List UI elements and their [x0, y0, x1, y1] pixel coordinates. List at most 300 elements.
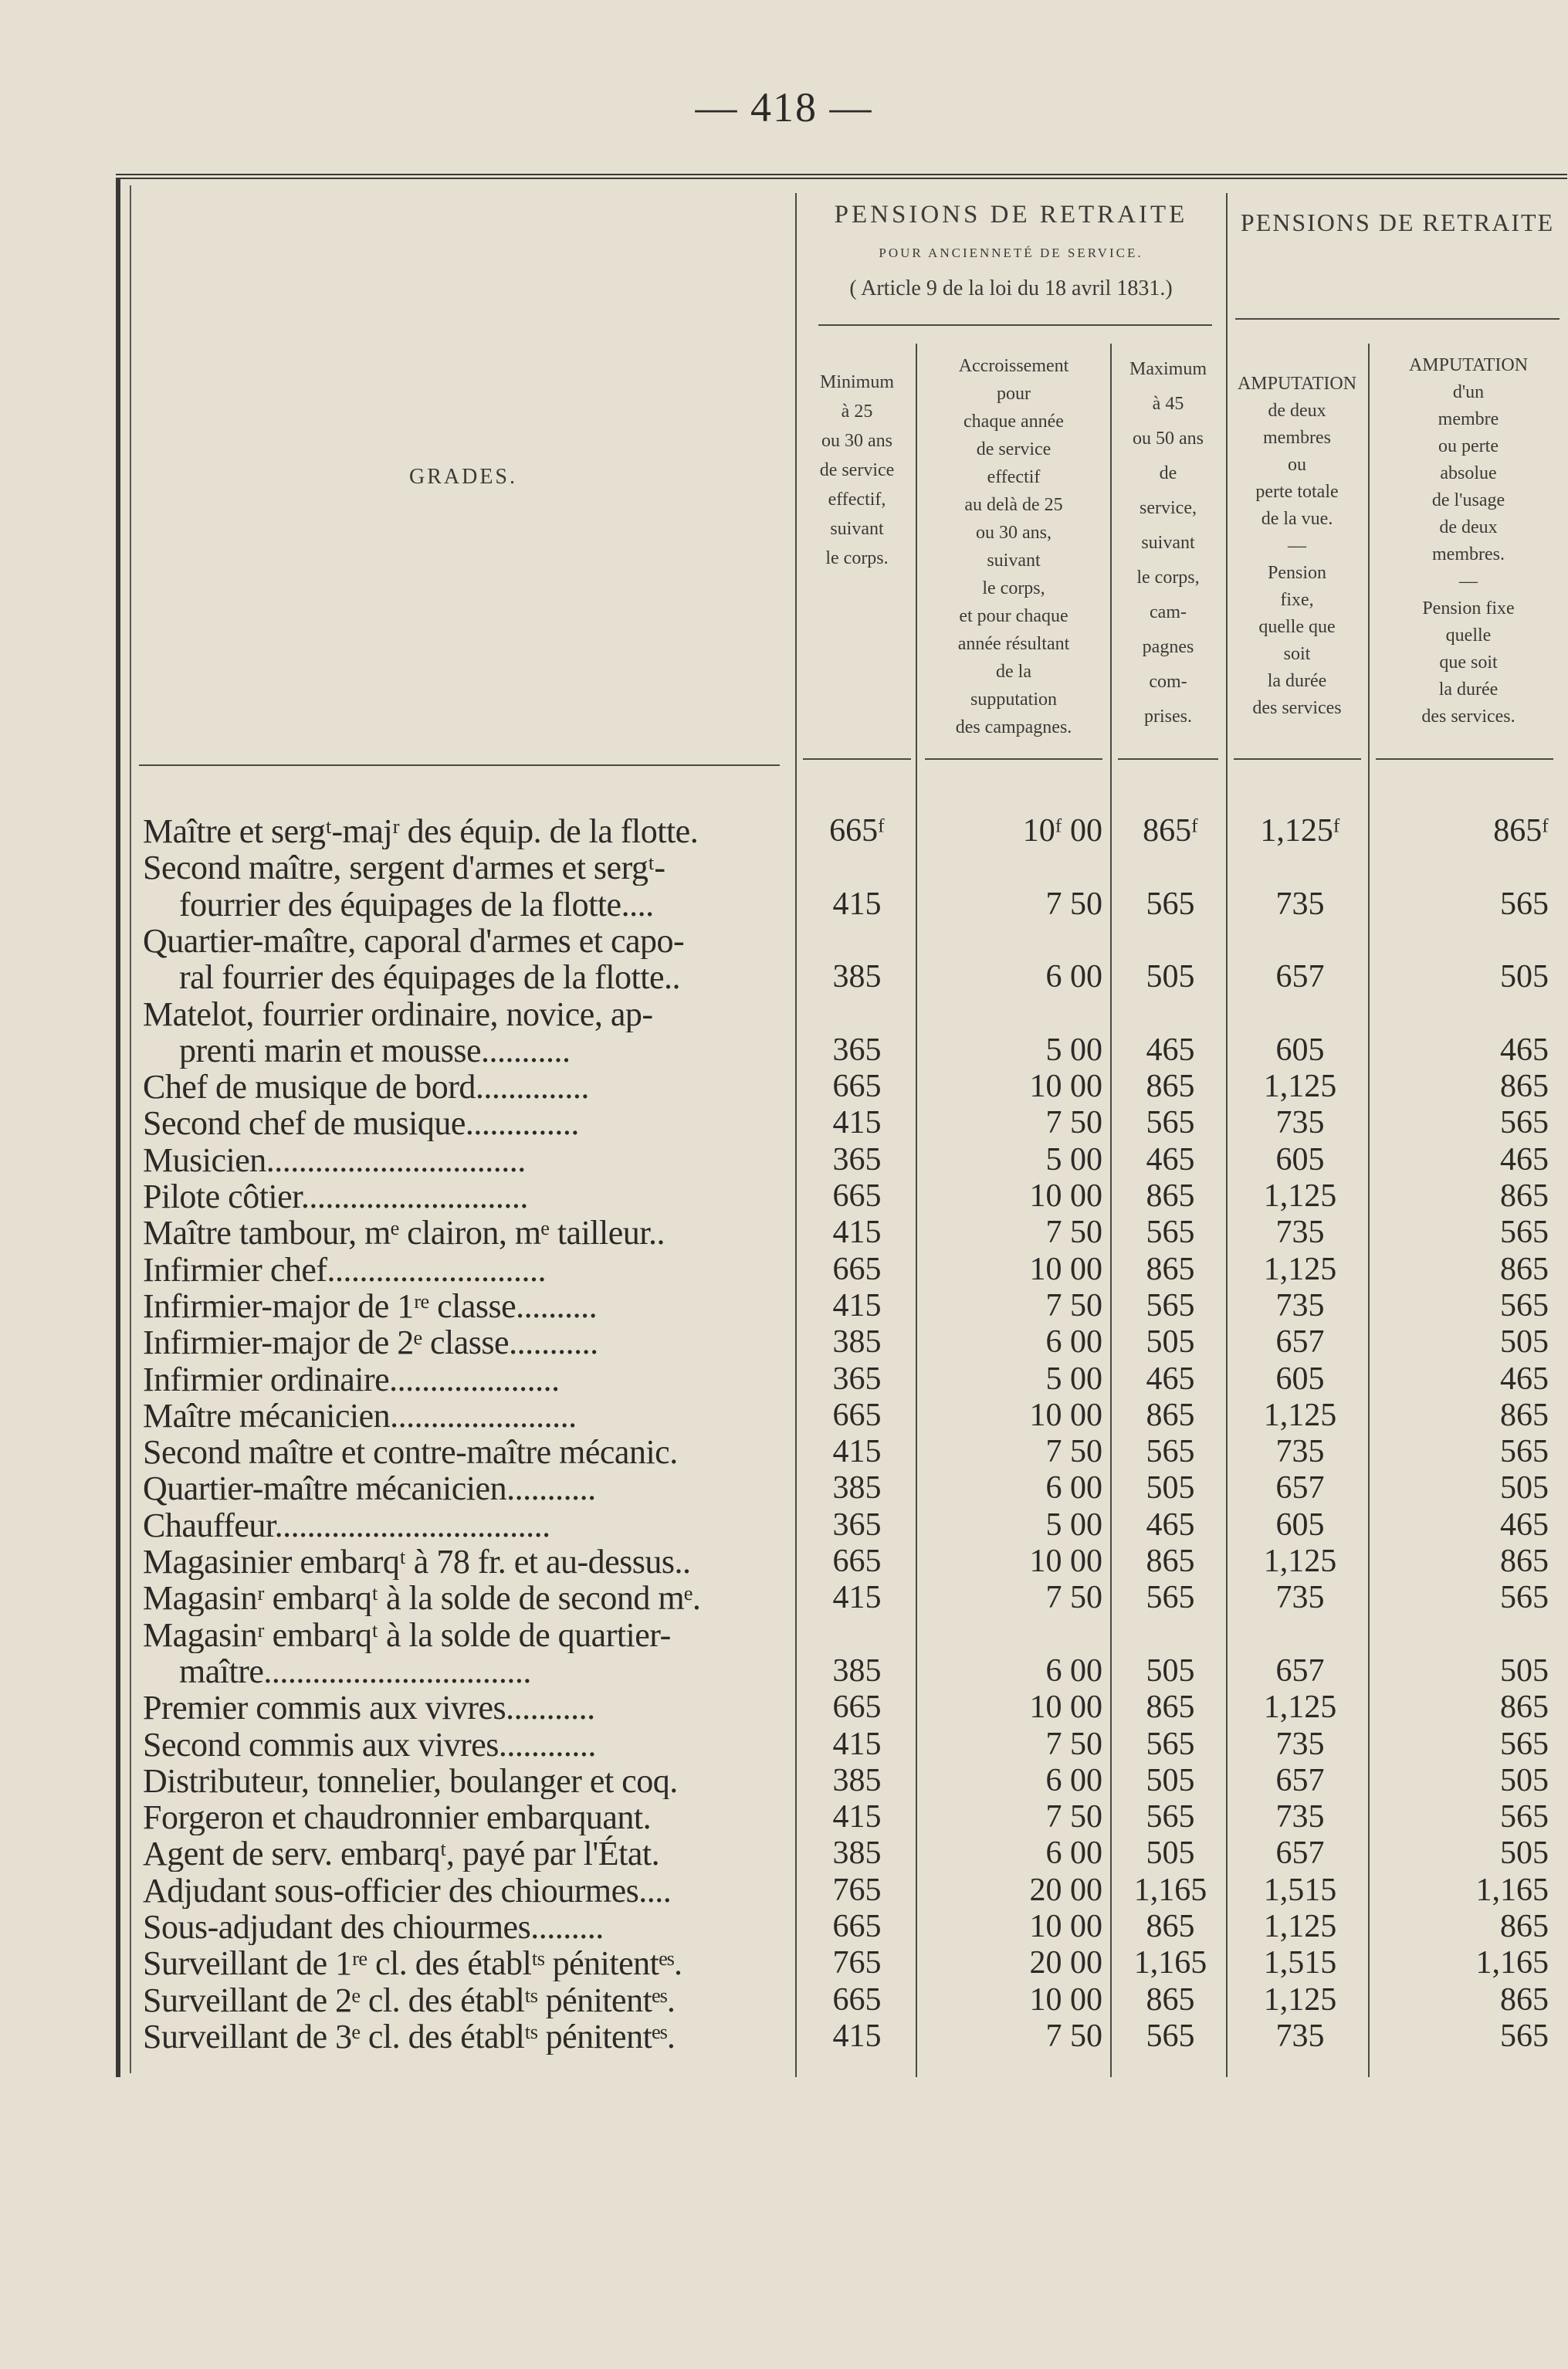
table-row: [0, 1763, 1568, 1799]
row-grade-label: Infirmier ordinaire.....................: [143, 1361, 560, 1398]
header-amputation-un-line: Pension fixe: [1422, 598, 1515, 619]
cell-accroissement: [917, 996, 1110, 1032]
cell-amputation-deux: 735: [1275, 886, 1325, 922]
header-grades: GRADES.: [408, 465, 517, 489]
cell-amputation-un: [1371, 923, 1564, 959]
cell-accroissement: 7 50: [1045, 1799, 1102, 1835]
cell-amputation-un: 865: [1500, 1544, 1549, 1579]
header-minimum-line: Minimum: [819, 372, 894, 392]
cell-minimum: 415: [832, 1105, 882, 1141]
header-accroissement-line: chaque année: [963, 412, 1064, 432]
cell-maximum: 565: [1146, 1105, 1195, 1141]
cell-amputation-deux: 1,125: [1263, 1689, 1337, 1726]
header-bottom-rule-amp1: [1376, 758, 1553, 760]
cell-amputation-deux: 1,125: [1263, 1981, 1337, 2018]
header-amputation-un-line: membres.: [1432, 544, 1505, 564]
cell-amputation-un: 865: [1500, 1689, 1549, 1726]
cell-amputation-un: [1371, 996, 1564, 1032]
table-row: [0, 1069, 1568, 1105]
cell-accroissement: 10 00: [1029, 1544, 1102, 1579]
cell-amputation-un: 565: [1500, 886, 1549, 922]
cell-accroissement: 10 00: [1029, 1251, 1102, 1287]
group2-brace-rule: [1235, 318, 1560, 320]
row-grade-label: Quartier-maître mécanicien...........: [143, 1470, 596, 1507]
cell-minimum: 385: [832, 1652, 882, 1689]
header-amputation-un-line: que soit: [1439, 652, 1498, 673]
table-row: [0, 1617, 1568, 1653]
cell-minimum: 665: [832, 1397, 882, 1433]
cell-amputation-un: 465: [1500, 1506, 1549, 1543]
header-maximum-line: de: [1159, 463, 1177, 483]
cell-amputation-un: 565: [1500, 1580, 1549, 1616]
header-amputation-deux-line: perte totale: [1255, 482, 1339, 502]
cell-maximum: 565: [1146, 1434, 1195, 1470]
cell-accroissement: 20 00: [1029, 1872, 1102, 1908]
cell-accroissement: 7 50: [1045, 1105, 1102, 1141]
header-minimum-line: ou 30 ans: [821, 431, 892, 451]
table-row: [0, 1872, 1568, 1909]
cell-minimum: [803, 1617, 911, 1653]
header-bottom-rule-min: [803, 758, 911, 760]
cell-amputation-un: 565: [1500, 1434, 1549, 1470]
header-amputation-deux-line: Pension: [1267, 563, 1326, 583]
cell-accroissement: 10 00: [1029, 1689, 1102, 1726]
header-group1-title: PENSIONS DE RETRAITE: [834, 201, 1188, 229]
cell-maximum: 565: [1146, 1726, 1195, 1762]
table-row: [0, 1945, 1568, 1981]
cell-minimum: 665: [832, 1178, 882, 1214]
cell-accroissement: 10ᶠ 00: [1022, 813, 1102, 849]
cell-amputation-un: 565: [1500, 1215, 1549, 1251]
table-row: [0, 813, 1568, 849]
header-col-maximum: [1112, 352, 1224, 734]
cell-amputation-deux: 657: [1275, 959, 1325, 995]
table-row: [0, 1982, 1568, 2018]
row-grade-label: maître.................................: [179, 1652, 531, 1689]
cell-maximum: 865: [1146, 1178, 1195, 1214]
row-grade-label: Pilote côtier............................: [143, 1178, 528, 1215]
cell-amputation-un: 865: [1500, 1397, 1549, 1433]
cell-minimum: 415: [832, 1287, 882, 1323]
row-grade-label: Magasinier embarqᵗ à 78 fr. et au-dessus..: [143, 1544, 691, 1580]
cell-maximum: 465: [1146, 1141, 1195, 1178]
table-row: [0, 1544, 1568, 1580]
cell-accroissement: 7 50: [1045, 2018, 1102, 2054]
row-grade-label: Maître tambour, mᵉ clairon, mᵉ tailleur..: [143, 1215, 665, 1252]
cell-amputation-un: 565: [1500, 2018, 1549, 2054]
header-maximum-line: suivant: [1141, 533, 1195, 553]
header-amputation-deux-line: fixe,: [1280, 590, 1314, 610]
header-accroissement-line: au delà de 25: [964, 495, 1063, 515]
table-row: [0, 1653, 1568, 1689]
cell-minimum: 665: [832, 1689, 882, 1726]
table-row: [0, 923, 1568, 959]
cell-maximum: 865: [1146, 1251, 1195, 1287]
header-amputation-deux-line: de deux: [1268, 401, 1326, 421]
header-maximum-line: service,: [1140, 498, 1197, 518]
header-maximum-line: cam-: [1150, 602, 1187, 622]
header-minimum-line: le corps.: [825, 548, 889, 568]
cell-amputation-un: 465: [1500, 1361, 1549, 1397]
header-amputation-deux-line: membres: [1263, 428, 1331, 448]
cell-amputation-deux: 605: [1275, 1032, 1325, 1068]
cell-amputation-un: 865: [1500, 1251, 1549, 1287]
header-accroissement-line: Accroissement: [958, 356, 1069, 376]
row-grade-label: Matelot, fourrier ordinaire, novice, ap-: [143, 995, 653, 1032]
cell-accroissement: 7 50: [1045, 1580, 1102, 1616]
header-accroissement-line: ou 30 ans,: [976, 523, 1052, 543]
table-row: [0, 1324, 1568, 1361]
cell-amputation-un: 565: [1500, 1287, 1549, 1323]
table-row: [0, 1105, 1568, 1141]
cell-amputation-deux: [1231, 849, 1370, 886]
cell-amputation-deux: 1,125: [1263, 1251, 1337, 1287]
header-amputation-deux-line: de la vue.: [1261, 509, 1333, 529]
cell-minimum: 415: [832, 886, 882, 922]
header-maximum-line: à 45: [1152, 394, 1184, 414]
cell-minimum: 415: [832, 1799, 882, 1835]
cell-maximum: 505: [1146, 1652, 1195, 1689]
row-grade-label: Infirmier chef...........................: [143, 1251, 547, 1288]
row-grade-label: Infirmier-major de 2ᵉ classe...........: [143, 1324, 598, 1361]
cell-amputation-deux: 735: [1275, 2018, 1325, 2054]
row-grade-label: Chauffeur..................................: [143, 1506, 550, 1544]
cell-accroissement: 10 00: [1029, 1178, 1102, 1214]
header-accroissement-line: année résultant: [957, 634, 1070, 654]
cell-amputation-deux: 735: [1275, 1580, 1325, 1616]
cell-minimum: 365: [832, 1361, 882, 1397]
cell-accroissement: 6 00: [1045, 1835, 1102, 1872]
cell-maximum: 505: [1146, 959, 1195, 995]
header-maximum-line: com-: [1149, 672, 1187, 692]
cell-accroissement: 6 00: [1045, 959, 1102, 995]
row-grade-label: Surveillant de 1ʳᵉ cl. des établᵗˢ pénitentᵉˢ.: [143, 1945, 682, 1982]
cell-accroissement: 5 00: [1045, 1361, 1102, 1397]
header-bottom-rule-amp2: [1234, 758, 1361, 760]
cell-amputation-deux: 1,125: [1263, 1909, 1337, 1944]
cell-minimum: [803, 849, 911, 886]
table-row: [0, 1580, 1568, 1616]
cell-amputation-deux: 735: [1275, 1726, 1325, 1762]
header-maximum-line: pagnes: [1142, 637, 1194, 657]
row-grade-label: Surveillant de 3ᵉ cl. des établᵗˢ pénitentᵉˢ.: [143, 2018, 676, 2055]
header-maximum-line: le corps,: [1136, 568, 1200, 588]
header-amputation-un-line: la durée: [1438, 680, 1499, 700]
header-col-amputation-un: [1370, 352, 1567, 730]
cell-minimum: 665: [832, 1981, 882, 2018]
header-accroissement-line: suivant: [987, 551, 1041, 571]
cell-minimum: 415: [832, 2018, 882, 2054]
header-minimum-line: à 25: [841, 402, 873, 422]
cell-maximum: [1112, 1617, 1229, 1653]
header-minimum-line: suivant: [830, 519, 884, 539]
cell-maximum: 505: [1146, 1470, 1195, 1506]
cell-accroissement: [917, 1617, 1110, 1653]
cell-amputation-un: 505: [1500, 1762, 1549, 1798]
cell-amputation-deux: 735: [1275, 1287, 1325, 1323]
row-grade-label: Infirmier-major de 1ʳᵉ classe..........: [143, 1287, 598, 1324]
cell-amputation-un: [1371, 849, 1564, 886]
group1-brace-rule: [818, 324, 1212, 326]
cell-amputation-un: 865ᶠ: [1493, 813, 1549, 849]
cell-amputation-deux: 657: [1275, 1835, 1325, 1872]
cell-maximum: 505: [1146, 1762, 1195, 1798]
cell-amputation-deux: 735: [1275, 1799, 1325, 1835]
cell-amputation-un: 465: [1500, 1032, 1549, 1068]
row-grade-label: Adjudant sous-officier des chiourmes....: [143, 1872, 672, 1909]
header-amputation-deux-line: la durée: [1267, 671, 1327, 691]
cell-minimum: 385: [832, 1762, 882, 1798]
cell-maximum: 465: [1146, 1032, 1195, 1068]
cell-amputation-deux: 735: [1275, 1434, 1325, 1470]
cell-amputation-un: 865: [1500, 1178, 1549, 1214]
cell-maximum: 865: [1146, 1689, 1195, 1726]
row-grade-label: Premier commis aux vivres...........: [143, 1689, 595, 1727]
header-accroissement-line: et pour chaque: [959, 606, 1068, 626]
cell-maximum: 565: [1146, 1287, 1195, 1323]
cell-amputation-un: 865: [1500, 1069, 1549, 1105]
cell-accroissement: 7 50: [1045, 1215, 1102, 1251]
row-grade-label: Maître et sergᵗ-majʳ des équip. de la flotte.: [143, 813, 699, 849]
header-amputation-un-line: des services.: [1421, 707, 1516, 727]
table-row: [0, 849, 1568, 886]
cell-maximum: 465: [1146, 1361, 1195, 1397]
table-row: [0, 1361, 1568, 1398]
row-grade-label: Second maître, sergent d'armes et sergᵗ-: [143, 849, 665, 886]
cell-minimum: [803, 923, 911, 959]
top-rule: [116, 174, 1567, 179]
header-minimum-line: de service: [819, 460, 895, 480]
table-row: [0, 1398, 1568, 1434]
row-grade-label: Second commis aux vivres............: [143, 1726, 596, 1763]
cell-amputation-un: 565: [1500, 1726, 1549, 1762]
cell-accroissement: 6 00: [1045, 1652, 1102, 1689]
cell-maximum: 505: [1146, 1324, 1195, 1361]
cell-accroissement: 7 50: [1045, 1287, 1102, 1323]
cell-accroissement: 5 00: [1045, 1141, 1102, 1178]
table-row: [0, 959, 1568, 995]
row-grade-label: prenti marin et mousse...........: [179, 1032, 571, 1069]
header-amputation-deux-line: des services: [1252, 698, 1342, 718]
cell-amputation-deux: 1,125: [1263, 1544, 1337, 1579]
cell-minimum: 665: [832, 1909, 882, 1944]
cell-amputation-deux: 657: [1275, 1324, 1325, 1361]
cell-amputation-deux: 605: [1275, 1361, 1325, 1397]
cell-maximum: 865: [1146, 1981, 1195, 2018]
cell-accroissement: 6 00: [1045, 1762, 1102, 1798]
row-grade-label: Distributeur, tonnelier, boulanger et coq.: [143, 1762, 678, 1799]
table-row: [0, 1689, 1568, 1726]
cell-amputation-deux: 1,125: [1263, 1178, 1337, 1214]
cell-minimum: 385: [832, 1835, 882, 1872]
cell-accroissement: 10 00: [1029, 1397, 1102, 1433]
table-row: [0, 1215, 1568, 1251]
header-amputation-un-line: de l'usage: [1431, 490, 1505, 510]
row-grade-label: Second maître et contre-maître mécanic.: [143, 1434, 678, 1471]
row-grade-label: Musicien................................: [143, 1141, 526, 1178]
cell-maximum: 565: [1146, 1799, 1195, 1835]
cell-minimum: 415: [832, 1215, 882, 1251]
table-row: [0, 1032, 1568, 1069]
cell-minimum: 415: [832, 1726, 882, 1762]
cell-minimum: 365: [832, 1032, 882, 1068]
header-group1-subtitle: POUR ANCIENNETÉ DE SERVICE.: [879, 246, 1143, 260]
header-bottom-rule-grades: [139, 764, 780, 766]
cell-accroissement: 7 50: [1045, 1434, 1102, 1470]
header-amputation-deux-line: ou: [1288, 455, 1306, 475]
cell-accroissement: 5 00: [1045, 1032, 1102, 1068]
cell-minimum: 665: [832, 1251, 882, 1287]
cell-amputation-deux: 605: [1275, 1506, 1325, 1543]
cell-minimum: 385: [832, 1470, 882, 1506]
cell-amputation-un: 865: [1500, 1909, 1549, 1944]
table-row: [0, 1178, 1568, 1215]
row-grade-label: ral fourrier des équipages de la flotte..: [179, 959, 680, 996]
cell-accroissement: 10 00: [1029, 1069, 1102, 1105]
cell-amputation-un: 565: [1500, 1799, 1549, 1835]
table-row: [0, 1288, 1568, 1324]
table-row: [0, 996, 1568, 1032]
cell-amputation-deux: 657: [1275, 1652, 1325, 1689]
row-grade-label: Chef de musique de bord..............: [143, 1069, 589, 1106]
cell-maximum: 865: [1146, 1544, 1195, 1579]
cell-minimum: 665: [832, 1544, 882, 1579]
cell-amputation-deux: [1231, 923, 1370, 959]
header-col-accroissement: [919, 352, 1109, 741]
cell-amputation-deux: 1,125ᶠ: [1260, 813, 1340, 849]
cell-maximum: 865: [1146, 1909, 1195, 1944]
cell-maximum: 505: [1146, 1835, 1195, 1872]
header-col-amputation-deux: [1228, 371, 1366, 722]
cell-amputation-un: 505: [1500, 1470, 1549, 1506]
cell-minimum: 665ᶠ: [829, 813, 885, 849]
header-amputation-un-line: ou perte: [1438, 436, 1499, 456]
cell-amputation-deux: 1,515: [1263, 1872, 1337, 1908]
header-amputation-un-line: —: [1459, 571, 1478, 591]
table-row: [0, 1252, 1568, 1288]
cell-maximum: 565: [1146, 1580, 1195, 1616]
cell-amputation-un: [1371, 1617, 1564, 1653]
header-amputation-deux-line: AMPUTATION: [1237, 374, 1357, 394]
page-number: — 418 —: [695, 84, 873, 130]
table-row: [0, 2018, 1568, 2055]
cell-maximum: 465: [1146, 1506, 1195, 1543]
header-accroissement-line: de service: [976, 439, 1052, 459]
cell-amputation-un: 505: [1500, 959, 1549, 995]
cell-accroissement: 7 50: [1045, 886, 1102, 922]
table-row: [0, 1470, 1568, 1506]
header-amputation-un-line: AMPUTATION: [1408, 355, 1529, 375]
cell-amputation-un: 865: [1500, 1981, 1549, 2018]
cell-maximum: 865: [1146, 1397, 1195, 1433]
cell-amputation-un: 1,165: [1475, 1872, 1549, 1908]
header-amputation-un-line: membre: [1438, 409, 1499, 429]
header-accroissement-line: le corps,: [982, 578, 1045, 598]
cell-accroissement: [917, 849, 1110, 886]
header-amputation-un-line: quelle: [1445, 625, 1492, 646]
cell-amputation-deux: 1,125: [1263, 1069, 1337, 1105]
cell-maximum: [1112, 923, 1229, 959]
header-maximum-line: Maximum: [1129, 359, 1207, 379]
header-group1-article: ( Article 9 de la loi du 18 avril 1831.): [849, 276, 1173, 300]
cell-amputation-deux: 735: [1275, 1105, 1325, 1141]
cell-maximum: 1,165: [1133, 1872, 1207, 1908]
header-maximum-line: prises.: [1144, 707, 1192, 727]
header-accroissement-line: effectif: [987, 467, 1041, 487]
cell-minimum: 415: [832, 1434, 882, 1470]
row-grade-label: Forgeron et chaudronnier embarquant.: [143, 1799, 652, 1836]
row-grade-label: Agent de serv. embarqᵗ, payé par l'État.: [143, 1835, 660, 1872]
row-grade-label: Surveillant de 2ᵉ cl. des établᵗˢ pénitentᵉˢ.: [143, 1981, 676, 2018]
header-amputation-deux-line: quelle que: [1258, 617, 1336, 637]
header-bottom-rule-acc: [925, 758, 1102, 760]
cell-amputation-un: 505: [1500, 1652, 1549, 1689]
cell-maximum: 865ᶠ: [1143, 813, 1198, 849]
cell-maximum: [1112, 996, 1229, 1032]
cell-amputation-un: 505: [1500, 1835, 1549, 1872]
cell-minimum: 765: [832, 1945, 882, 1981]
cell-amputation-deux: 735: [1275, 1215, 1325, 1251]
header-accroissement-line: de la: [996, 662, 1031, 682]
cell-amputation-deux: 1,125: [1263, 1397, 1337, 1433]
cell-maximum: 565: [1146, 886, 1195, 922]
row-grade-label: fourrier des équipages de la flotte....: [179, 886, 654, 923]
cell-minimum: 365: [832, 1141, 882, 1178]
table-row: [0, 1434, 1568, 1470]
cell-amputation-deux: 657: [1275, 1762, 1325, 1798]
cell-minimum: 765: [832, 1872, 882, 1908]
cell-amputation-deux: [1231, 1617, 1370, 1653]
cell-minimum: 385: [832, 959, 882, 995]
cell-accroissement: 10 00: [1029, 1981, 1102, 2018]
header-accroissement-line: supputation: [970, 690, 1057, 710]
cell-maximum: 1,165: [1133, 1945, 1207, 1981]
cell-accroissement: [917, 923, 1110, 959]
cell-amputation-deux: 657: [1275, 1470, 1325, 1506]
header-maximum-line: ou 50 ans: [1133, 429, 1204, 449]
cell-accroissement: 5 00: [1045, 1506, 1102, 1543]
row-grade-label: Quartier-maître, caporal d'armes et capo-: [143, 922, 685, 959]
header-minimum-line: effectif,: [828, 490, 886, 510]
header-bottom-rule-max: [1118, 758, 1218, 760]
header-amputation-un-line: d'un: [1452, 382, 1485, 402]
cell-amputation-deux: 605: [1275, 1141, 1325, 1178]
header-amputation-un-line: de deux: [1439, 517, 1498, 537]
row-grade-label: Second chef de musique..............: [143, 1105, 579, 1142]
cell-minimum: 365: [832, 1506, 882, 1543]
table-row: [0, 1799, 1568, 1835]
table-row: [0, 1727, 1568, 1763]
cell-minimum: [803, 996, 911, 1032]
cell-amputation-deux: 1,515: [1263, 1945, 1337, 1981]
cell-minimum: 385: [832, 1324, 882, 1361]
header-col-minimum: [799, 368, 915, 573]
cell-maximum: 865: [1146, 1069, 1195, 1105]
header-amputation-deux-line: —: [1288, 536, 1306, 556]
header-accroissement-line: des campagnes.: [955, 717, 1072, 737]
cell-amputation-deux: [1231, 996, 1370, 1032]
table-row: [0, 886, 1568, 923]
cell-accroissement: 20 00: [1029, 1945, 1102, 1981]
cell-accroissement: 7 50: [1045, 1726, 1102, 1762]
cell-amputation-un: 465: [1500, 1141, 1549, 1178]
table-row: [0, 1909, 1568, 1945]
header-accroissement-line: pour: [997, 384, 1031, 404]
table-row: [0, 1507, 1568, 1544]
cell-maximum: 565: [1146, 1215, 1195, 1251]
header-group2-title: PENSIONS DE RETRAITE: [1240, 208, 1555, 236]
row-grade-label: Sous-adjudant des chiourmes.........: [143, 1909, 604, 1945]
